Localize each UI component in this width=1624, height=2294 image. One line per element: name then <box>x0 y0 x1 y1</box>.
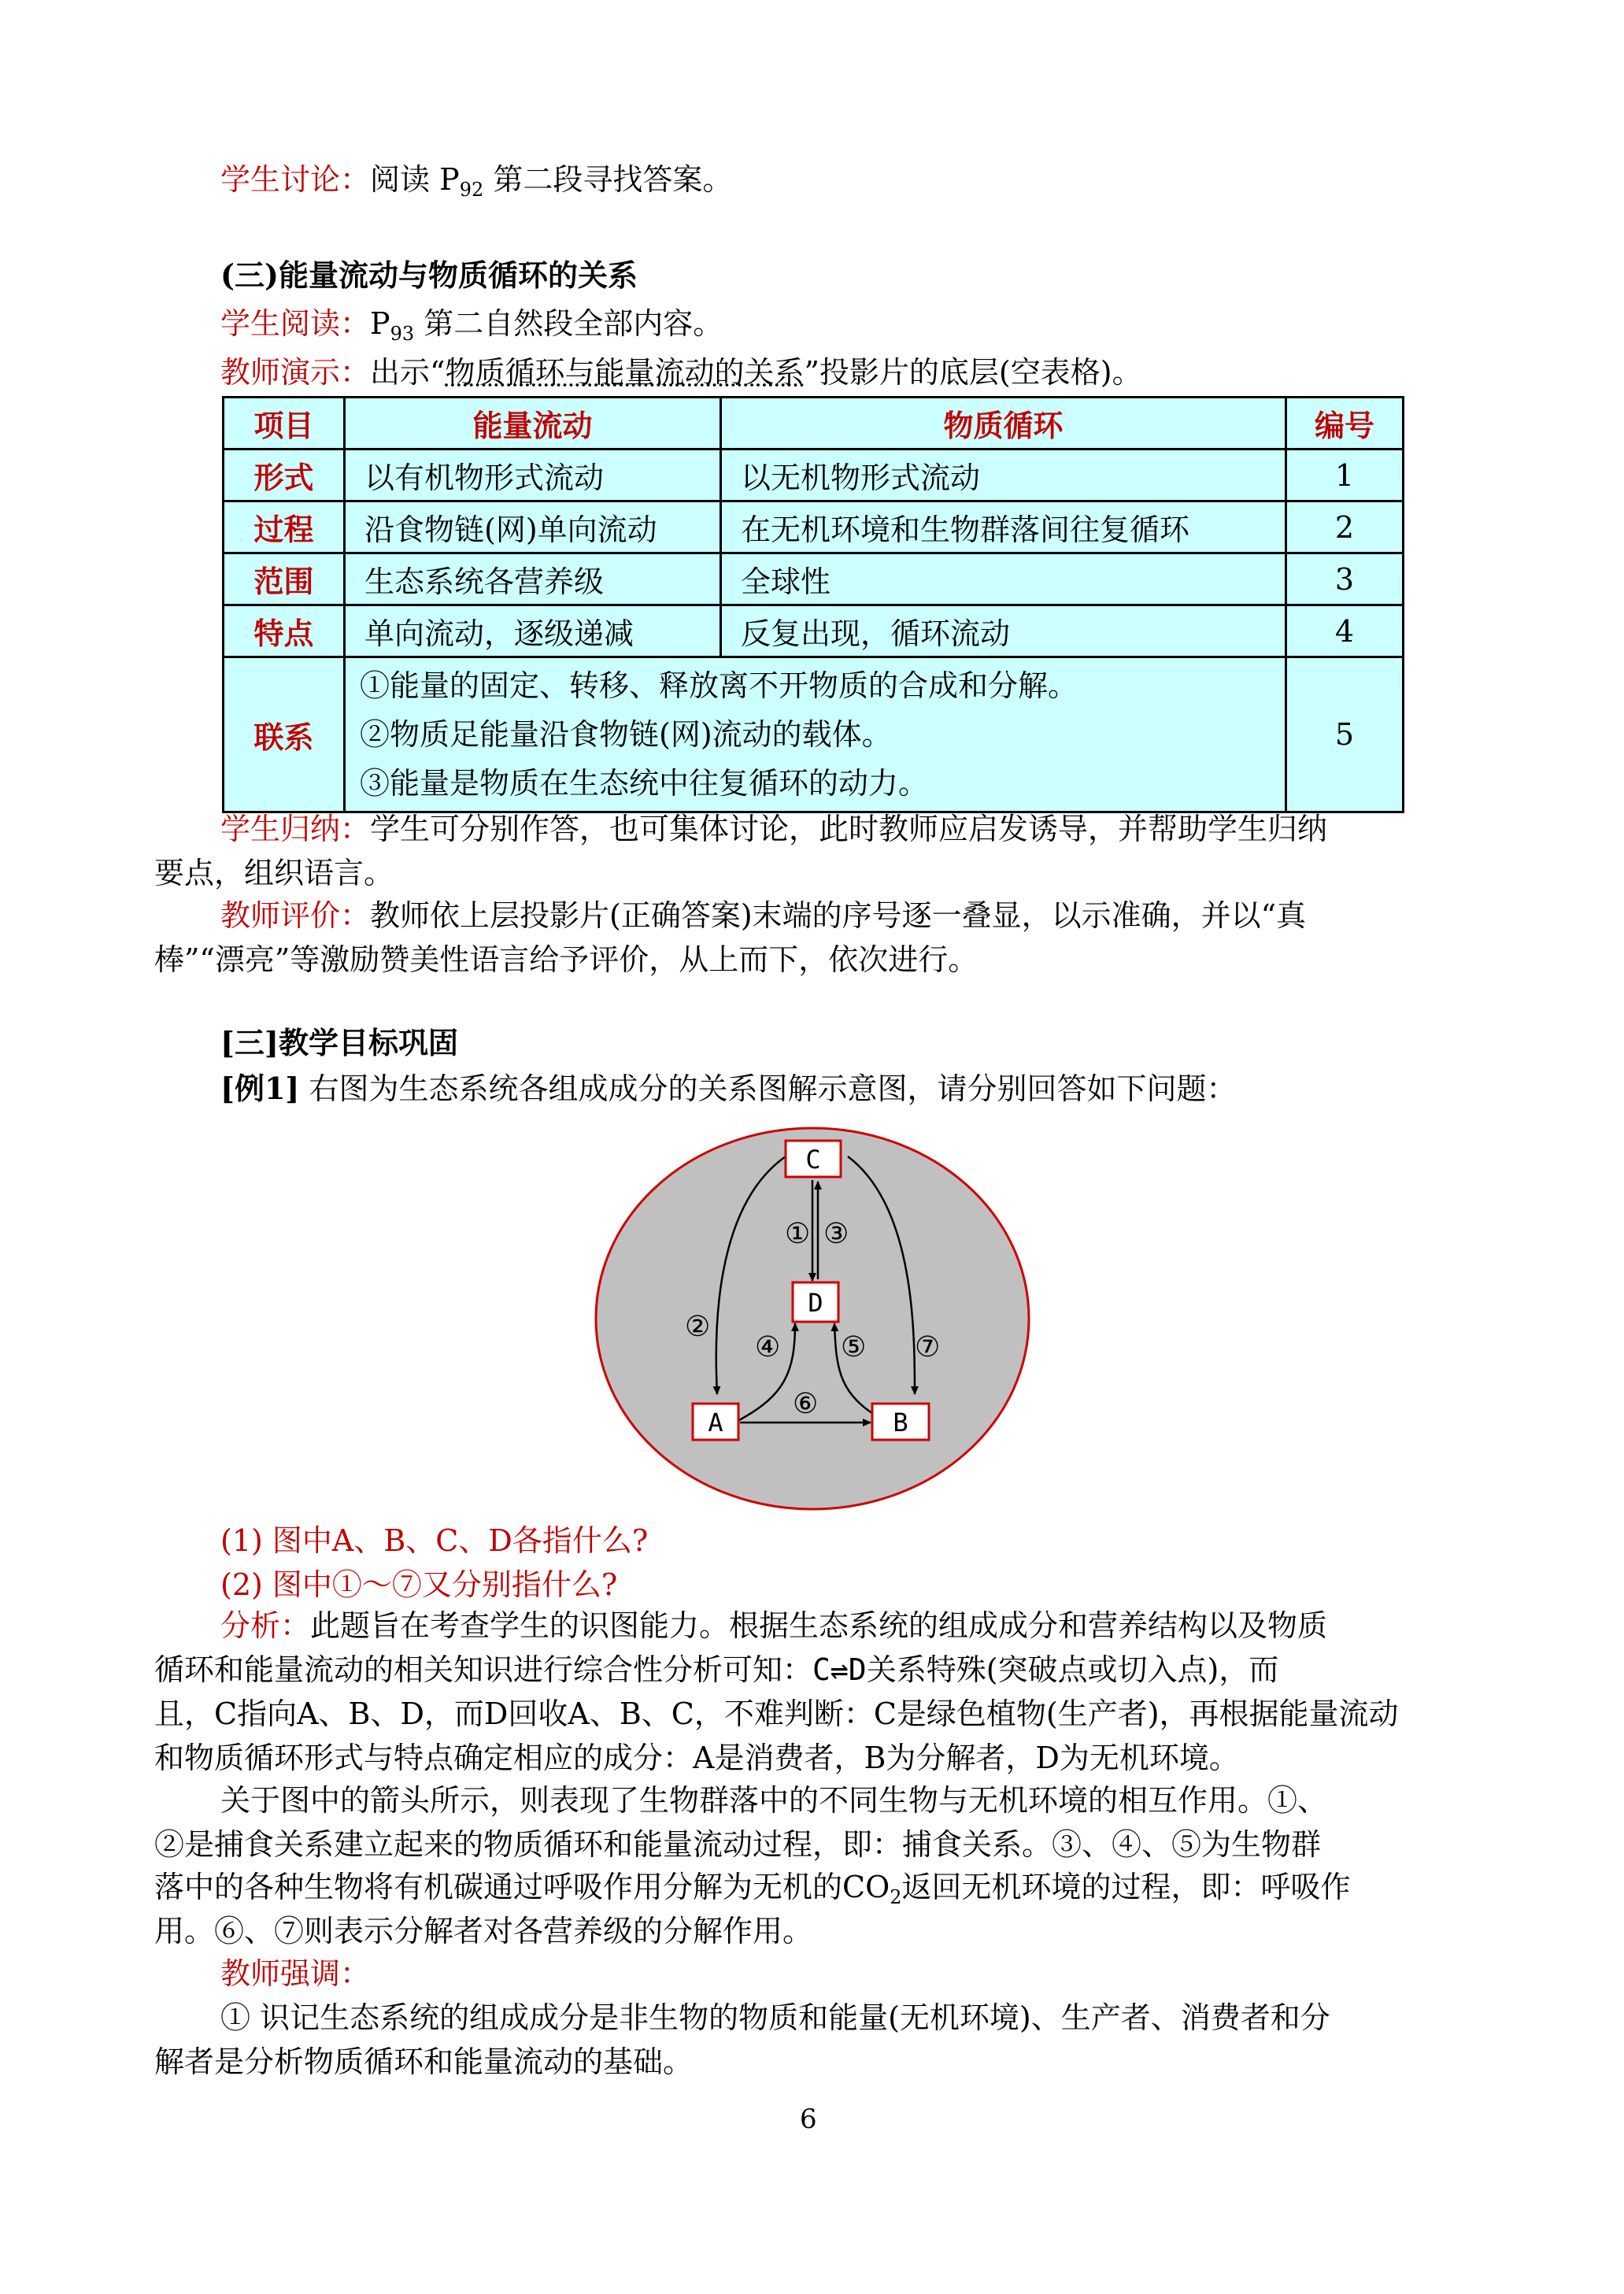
table-row: 形式 以有机物形式流动 以无机物形式流动 1 <box>224 450 1404 501</box>
arrow-label-1: ① <box>785 1218 811 1250</box>
header-cell: 能量流动 <box>345 398 721 450</box>
reading-paragraph: 学生阅读：$P_{93}$ 第二自然段全部内容。 <box>220 306 723 345</box>
table-row-link: 联系 ①能量的固定、转移、释放离不开物质的合成和分解。 ②物质足能量沿食物链(网)流动的载体。 ③能量是物质在生态统中往复循环的动力。 5 <box>224 657 1404 812</box>
node-d-label: D <box>808 1288 823 1318</box>
emphasis-label: 教师强调： <box>220 1956 371 1991</box>
arrow-label-3: ③ <box>823 1218 849 1250</box>
table-row: 特点 单向流动，逐级递减 反复出现，循环流动 4 <box>224 605 1404 657</box>
demo-paragraph: 教师演示：出示“物质循环与能量流动的关系”投影片的底层(空表格)。 <box>220 355 1142 390</box>
example-paragraph: [例1] 右图为生态系统各组成成分的关系图解示意图，请分别回答如下问题： <box>220 1071 1237 1106</box>
arrows-paragraph: 关于图中的箭头所示，则表现了生物群落中的不同生物与无机环境的相互作用。①、 <box>220 1783 1328 1818</box>
node-c-label: C <box>805 1145 821 1175</box>
section-title: (三)能量流动与物质循环的关系 <box>220 257 638 293</box>
table-row: 过程 沿食物链(网)单向流动 在无机环境和生物群落间往复循环 2 <box>224 501 1404 553</box>
node-b-label: B <box>893 1408 908 1437</box>
arrow-label-7: ⑦ <box>915 1331 941 1363</box>
consolidation-title: [三]教学目标巩固 <box>220 1025 458 1060</box>
arrow-label-6: ⑥ <box>793 1388 819 1420</box>
arrow-label-4: ④ <box>755 1331 781 1363</box>
evaluation-paragraph: 教师评价：教师依上层投影片(正确答案)末端的序号逐一叠显，以示准确，并以“真 <box>220 898 1307 933</box>
table-header-row <box>224 398 1404 450</box>
analysis-paragraph: 分析：此题旨在考查学生的识图能力。根据生态系统的组成成分和营养结构以及物质 <box>220 1608 1328 1643</box>
page-number: 6 <box>800 2103 817 2135</box>
discussion-label: 学生讨论 <box>220 162 341 197</box>
discussion-paragraph: 学生讨论：阅读 $P_{92}$ 第二段寻找答案。 <box>220 162 733 201</box>
question-1: (1) 图中A、B、C、D各指什么? <box>220 1523 649 1558</box>
node-a-label: A <box>708 1408 723 1437</box>
summary-paragraph: 学生归纳：学生可分别作答，也可集体讨论，此时教师应启发诱导，并帮助学生归纳 <box>220 812 1328 846</box>
header-cell: 编号 <box>1286 398 1404 450</box>
header-cell: 项目 <box>224 398 345 450</box>
table-row: 范围 生态系统各营养级 全球性 3 <box>224 553 1404 605</box>
relation-symbol: C⇌D <box>812 1652 867 1687</box>
ecosystem-diagram <box>592 1112 1041 1522</box>
emphasis-paragraph: ① 识记生态系统的组成成分是非生物的物质和能量(无机环境)、生产者、消费者和分 <box>220 2000 1330 2035</box>
header-cell: 物质循环 <box>721 398 1286 450</box>
link-cell: ①能量的固定、转移、释放离不开物质的合成和分解。 ②物质足能量沿食物链(网)流动的载体。 ③能量是物质在生态统中往复循环的动力。 <box>345 657 1286 812</box>
arrow-label-2: ② <box>685 1311 711 1343</box>
comparison-table <box>222 396 1404 813</box>
question-2: (2) 图中①～⑦又分别指什么? <box>220 1567 618 1602</box>
arrow-label-5: ⑤ <box>841 1331 867 1363</box>
